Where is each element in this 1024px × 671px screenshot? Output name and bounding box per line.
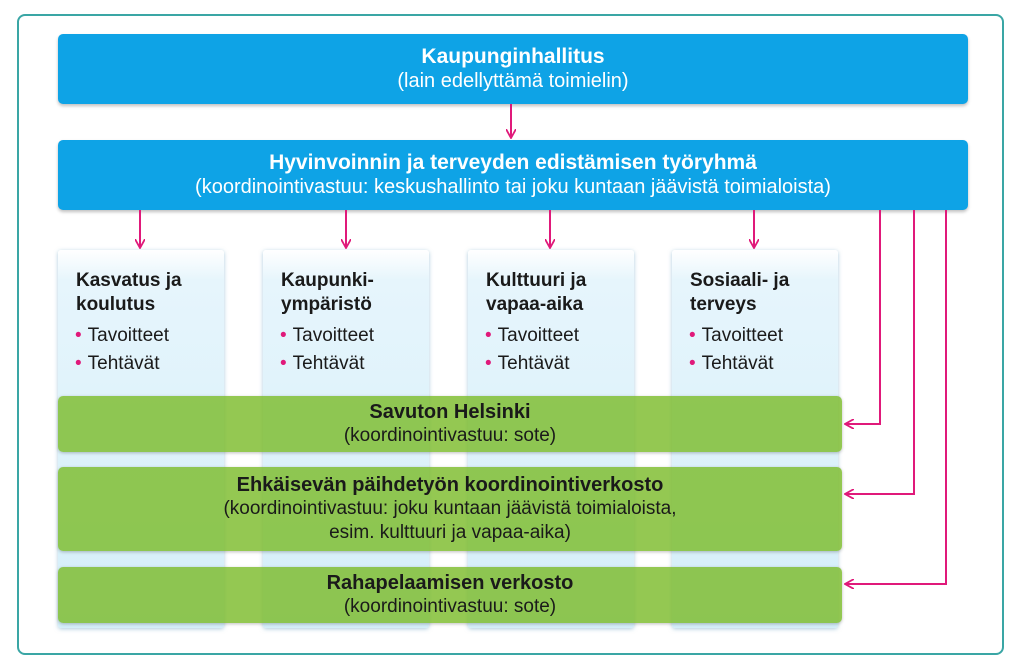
list-item: • Tehtävät xyxy=(75,353,160,374)
bullet-icon: • xyxy=(280,353,287,374)
bullet-icon: • xyxy=(485,325,492,346)
network-title: Savuton Helsinki xyxy=(369,401,531,423)
bullet-icon: • xyxy=(280,325,287,346)
list-item: • Tehtävät xyxy=(485,353,570,374)
box-subtitle: (lain edellyttämä toimielin) xyxy=(397,70,629,92)
network-title: Ehkäisevän päihdetyön koordinointiverkosto xyxy=(236,474,664,496)
bullet-icon: • xyxy=(485,353,492,374)
list-item: • Tehtävät xyxy=(689,353,774,374)
box-title: Hyvinvoinnin ja terveyden edistämisen työryhmä xyxy=(269,151,757,174)
column-title: Kulttuuri ja vapaa-aika xyxy=(486,270,587,315)
list-item: • Tavoitteet xyxy=(75,325,169,346)
column-title: Kaupunki- ympäristö xyxy=(281,270,374,315)
network-title: Rahapelaamisen verkosto xyxy=(326,572,574,594)
list-item: • Tavoitteet xyxy=(485,325,579,346)
box-title: Kaupunginhallitus xyxy=(421,45,605,68)
box-subtitle: (koordinointivastuu: keskushallinto tai joku kuntaan jäävistä toimialoista) xyxy=(195,176,831,198)
network-subtitle: (koordinointivastuu: joku kuntaan jäävistä toimialoista, xyxy=(223,498,677,519)
list-item: • Tehtävät xyxy=(280,353,365,374)
column-title: Sosiaali- ja terveys xyxy=(690,270,790,315)
network-subtitle: (koordinointivastuu: sote) xyxy=(343,596,557,617)
arrow-to-savuton xyxy=(846,210,880,424)
list-item: • Tavoitteet xyxy=(689,325,783,346)
list-item: • Tavoitteet xyxy=(280,325,374,346)
network-subtitle: esim. kulttuuri ja vapaa-aika) xyxy=(329,522,571,543)
bullet-icon: • xyxy=(75,325,82,346)
column-title: Kasvatus ja koulutus xyxy=(76,270,182,315)
bullet-icon: • xyxy=(689,353,696,374)
network-subtitle: (koordinointivastuu: sote) xyxy=(343,425,557,446)
bullet-icon: • xyxy=(75,353,82,374)
arrow-to-rahapelaaminen xyxy=(846,210,946,584)
bullet-icon: • xyxy=(689,325,696,346)
